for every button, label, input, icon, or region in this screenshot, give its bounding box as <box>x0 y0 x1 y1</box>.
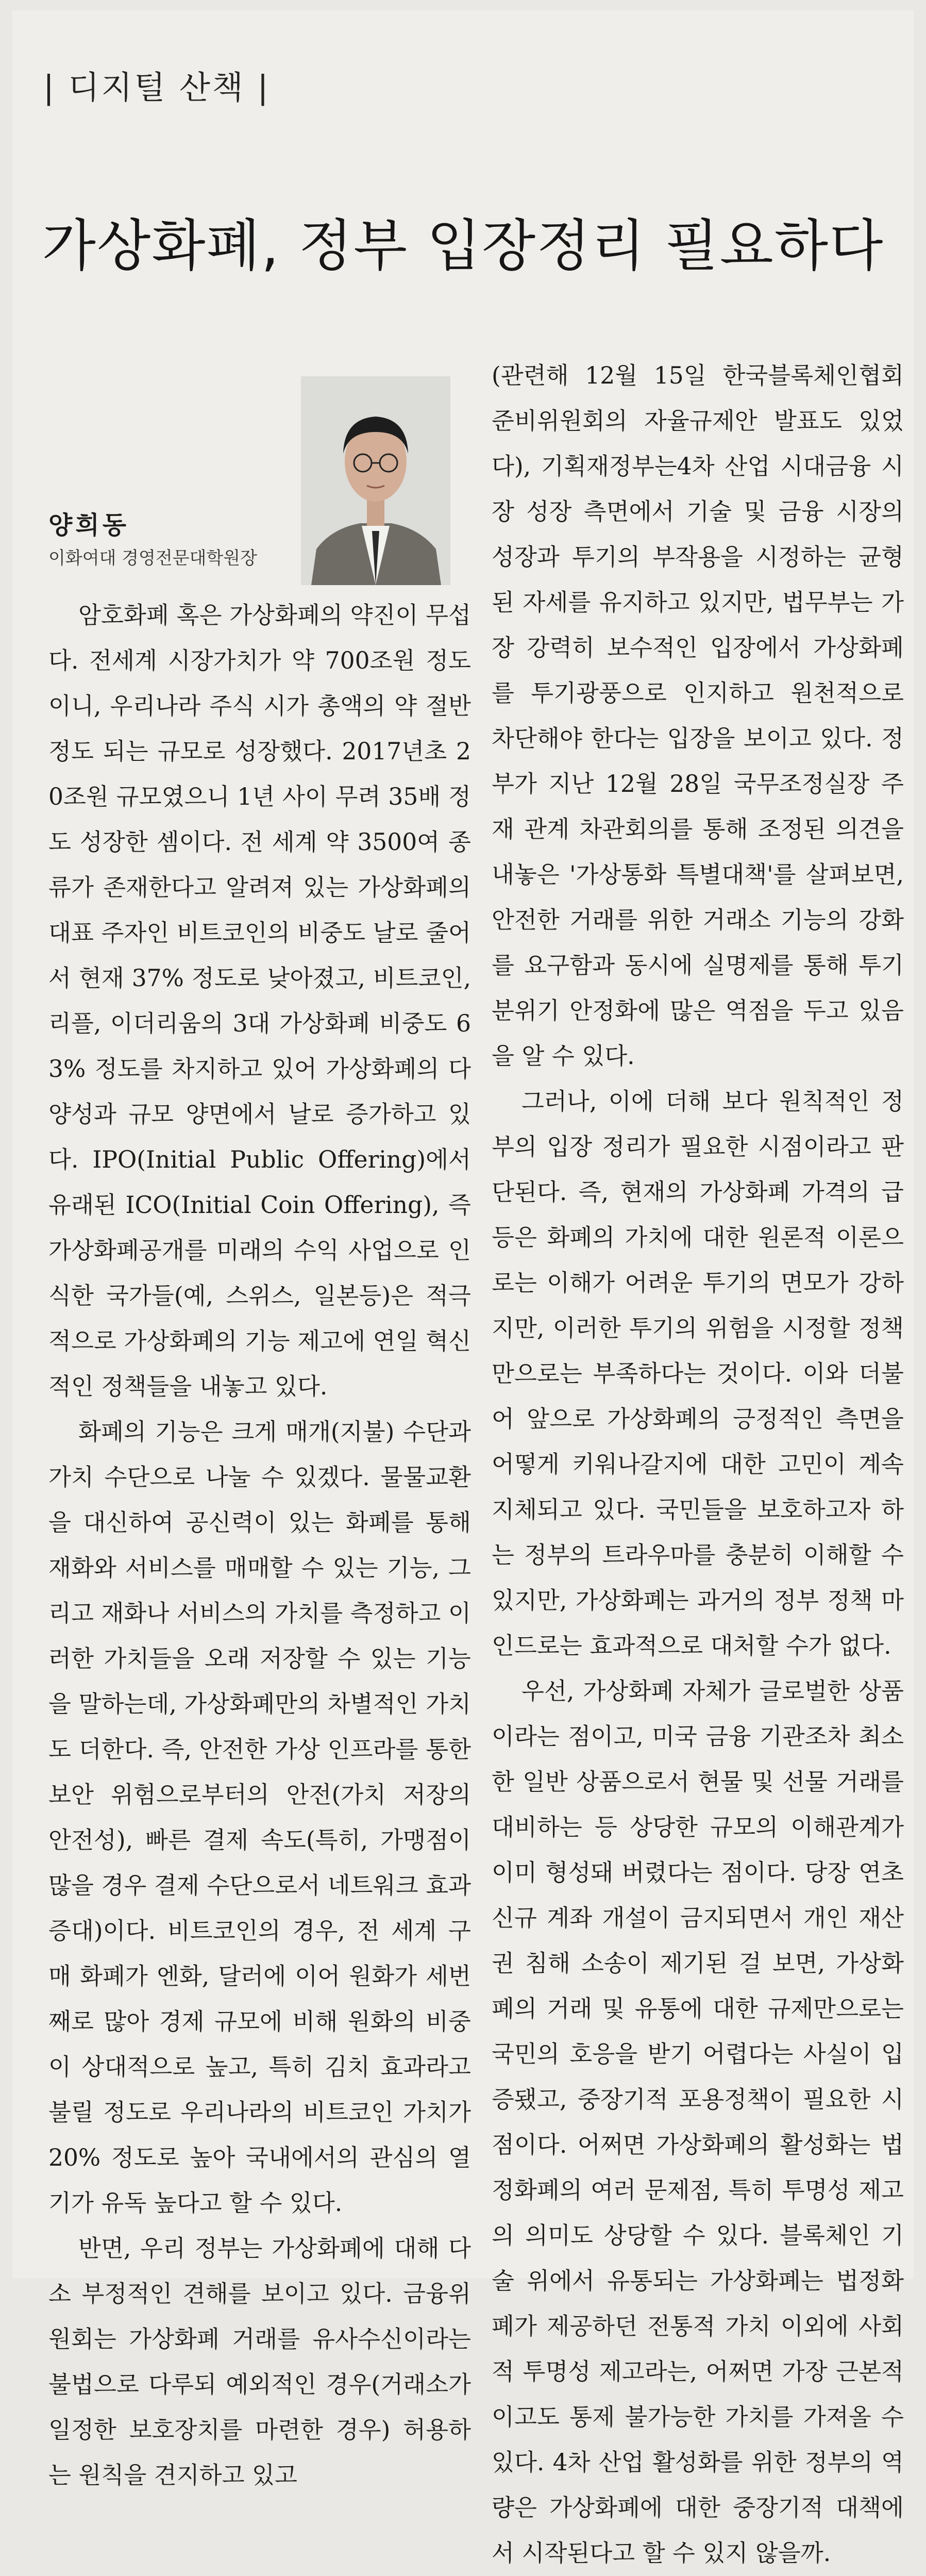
newspaper-page <box>12 10 914 2567</box>
section-label: | 디지털 산책 | <box>43 69 271 106</box>
paragraph: 반면, 우리 정부는 가상화폐에 대해 다소 부정적인 견해를 보이고 있다. 금융위원회는 가상화폐 거래를 유사수신이라는 불법으로 다루되 예외적인 경우(거래소가 일정한 보호장치를 마련한 경우) 허용하는 원칙을 견지하고 있고 <box>48 2235 471 2489</box>
author-name: 양희동 <box>48 511 130 540</box>
author-affiliation: 이화여대 경영전문대학원장 <box>48 548 257 569</box>
headline: 가상화폐, 정부 입장정리 필요하다 <box>42 214 884 278</box>
paragraph: 암호화폐 혹은 가상화폐의 약진이 무섭다. 전세계 시장가치가 약 700조원 정도이니, 우리나라 주식 시가 총액의 약 절반정도 되는 규모로 성장했다. 2017년초 20조원 규모였으니 1년 사이 무려 35배 정도 성장한 셈이다. 전 세계 약 3500여 종류가 존재한다고 알려져 있는 가상화폐의 대표 주자인 비트코인의 비중도 날로 줄어서 현재 37% 정도로 낮아졌고, 비트코인, 리플, 이더리움의 3대 가상화폐 비중도 63% 정도를 차지하고 있어 가상화폐의 다양성과 규모 양면에서 날로 증가하고 있다. IPO(Initial Public Offering)에서 유래된 ICO(Initial Coin Offering), 즉 가상화폐공개를 미래의 수익 사업으로 인식한 국가들(예, 스위스, 일본등)은 적극적으로 가상화폐의 기능 제고에 연일 혁신적인 정책들을 내놓고 있다. <box>48 602 471 1400</box>
author-photo <box>301 376 450 585</box>
article-column-right <box>492 353 904 2576</box>
paragraph: 그러나, 이에 더해 보다 원칙적인 정부의 입장 정리가 필요한 시점이라고 판단된다. 즉, 현재의 가상화폐 가격의 급등은 화폐의 가치에 대한 원론적 이론으로는 이해가 어려운 투기의 면모가 강하지만, 이러한 투기의 위험을 시정할 정책만으로는 부족하다는 것이다. 이와 더불어 앞으로 가상화폐의 긍정적인 측면을 어떻게 키워나갈지에 대한 고민이 계속 지체되고 있다. 국민들을 보호하고자 하는 정부의 트라우마를 충분히 이해할 수 있지만, 가상화폐는 과거의 정부 정책 마인드로는 효과적으로 대처할 수가 없다. <box>492 1088 904 1659</box>
article-column-left <box>48 593 471 2498</box>
author-block <box>48 366 471 588</box>
paragraph: 화폐의 기능은 크게 매개(지불) 수단과 가치 수단으로 나눌 수 있겠다. 물물교환을 대신하여 공신력이 있는 화폐를 통해 재화와 서비스를 매매할 수 있는 기능, 그리고 재화나 서비스의 가치를 측정하고 이러한 가치들을 오래 저장할 수 있는 기능을 말하는데, 가상화폐만의 차별적인 가치도 더한다. 즉, 안전한 가상 인프라를 통한 보안 위험으로부터의 안전(가치 저장의 안전성), 빠른 결제 속도(특히, 가맹점이 많을 경우 결제 수단으로서 네트워크 효과 증대)이다. 비트코인의 경우, 전 세계 구매 화폐가 엔화, 달러에 이어 원화가 세번째로 많아 경제 규모에 비해 원화의 비중이 상대적으로 높고, 특히 김치 효과라고 불릴 정도로 우리나라의 비트코인 가치가 20% 정도로 높아 국내에서의 관심의 열기가 유독 높다고 할 수 있다. <box>48 1418 471 2217</box>
paragraph: 우선, 가상화폐 자체가 글로벌한 상품이라는 점이고, 미국 금융 기관조차 최소한 일반 상품으로서 현물 및 선물 거래를 대비하는 등 상당한 규모의 이해관계가 이미 형성돼 버렸다는 점이다. 당장 연초 신규 계좌 개설이 금지되면서 개인 재산권 침해 소송이 제기된 걸 보면, 가상화폐의 거래 및 유통에 대한 규제만으로는 국민의 호응을 받기 어렵다는 사실이 입증됐고, 중장기적 포용정책이 필요한 시점이다. 어쩌면 가상화폐의 활성화는 법정화폐의 여러 문제점, 특히 투명성 제고의 의미도 상당할 수 있다. 블록체인 기술 위에서 유통되는 가상화폐는 법정화폐가 제공하던 전통적 가치 이외에 사회적 투명성 제고라는, 어쩌면 가장 근본적이고도 통제 불가능한 가치를 가져올 수 있다. 4차 산업 활성화를 위한 정부의 역량은 가상화폐에 대한 중장기적 대책에서 시작된다고 할 수 있지 않을까. <box>492 1677 904 2567</box>
paragraph: (관련해 12월 15일 한국블록체인협회 준비위원회의 자율규제안 발표도 있었다), 기획재정부는4차 산업 시대금융 시장 성장 측면에서 기술 및 금융 시장의 성장과 투기의 부작용을 시정하는 균형된 자세를 유지하고 있지만, 법무부는 가장 강력히 보수적인 입장에서 가상화폐를 투기광풍으로 인지하고 원천적으로 차단해야 한다는 입장을 보이고 있다. 정부가 지난 12월 28일 국무조정실장 주재 관계 차관회의를 통해 조정된 의견을 내놓은 '가상통화 특별대책'를 살펴보면, 안전한 거래를 위한 거래소 기능의 강화를 요구함과 동시에 실명제를 통해 투기 분위기 안정화에 많은 역점을 두고 있음을 알 수 있다. <box>492 362 904 1070</box>
